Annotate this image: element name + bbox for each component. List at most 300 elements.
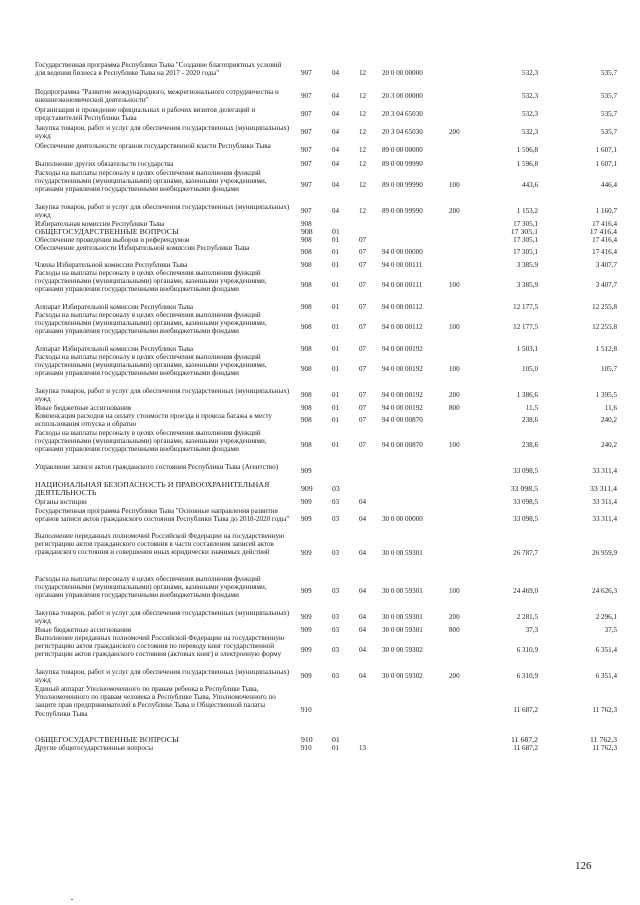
cell-s1: 1 153,2 <box>516 207 538 216</box>
cell-vr <box>449 106 467 123</box>
cell-cs: 94 0 00 00192 <box>382 344 423 353</box>
cell-cs <box>382 481 437 498</box>
cell-pr: 12 <box>359 207 367 216</box>
table-row <box>35 353 617 386</box>
cell-vr: 200 <box>449 613 460 622</box>
cell-cs: 94 0 00 00870 <box>382 441 423 450</box>
cell-rz: 03 <box>332 515 340 524</box>
cell-rz: 03 <box>332 587 340 596</box>
cell-s1: 532,3 <box>522 128 538 137</box>
cell-name: Компенсация расходов на оплату стоимости проезда и провоза багажа к месту использования отпуска и обратно <box>35 412 272 429</box>
table-row <box>35 744 617 752</box>
cell-name: ОБЩЕГОСУДАРСТВЕННЫЕ ВОПРОСЫ <box>35 227 180 236</box>
cell-cs: 94 0 00 00192 <box>382 403 423 412</box>
cell-name: Расходы на выплаты персоналу в целях обеспечения выполнения функций государственными (муниципальными) органами, казенными учреждениями, органами управления государственными внебюджетными фондами <box>35 429 267 454</box>
cell-name: Государственная программа Республики Тыва "Создание благоприятных условий для ведения бизнеса в Республике Тыва на 2017 - 2020 годы" <box>35 61 282 78</box>
cell-rz: 01 <box>332 235 340 244</box>
cell-s1: 3 385,9 <box>516 281 538 290</box>
cell-gr: 909 <box>301 548 312 557</box>
cell-name: Обеспечение деятельности Избирательной комиссии Республики Тыва <box>35 244 250 252</box>
cell-vr: 100 <box>449 181 460 190</box>
cell-s1: 17 305,1 <box>513 219 538 228</box>
cell-rz: 01 <box>332 403 340 412</box>
table-row <box>35 203 617 220</box>
cell-rz: 04 <box>332 68 340 77</box>
cell-gr: 909 <box>301 497 312 506</box>
cell-s1: 6 310,9 <box>516 672 538 681</box>
cell-s2: 535,7 <box>601 92 617 101</box>
cell-pr <box>359 736 373 744</box>
cell-rz: 03 <box>332 613 340 622</box>
cell-s2: 11 762,3 <box>590 734 617 744</box>
cell-vr <box>449 744 467 752</box>
cell-s2: 33 311,4 <box>590 484 617 494</box>
cell-rz: 01 <box>332 416 340 425</box>
cell-vr <box>449 142 467 159</box>
cell-gr: 908 <box>301 281 312 290</box>
cell-s2: 11 762,3 <box>592 743 617 752</box>
cell-pr: 04 <box>359 497 367 506</box>
table-row <box>35 685 617 735</box>
cell-name: Аппарат Избирательной комиссии Республики Тыва <box>35 345 193 353</box>
cell-gr: 908 <box>301 365 312 374</box>
cell-vr: 100 <box>449 365 460 374</box>
cell-gr: 909 <box>301 467 312 476</box>
table-row <box>35 507 617 532</box>
cell-s1: 26 787,7 <box>513 548 538 557</box>
cell-gr: 907 <box>301 160 312 169</box>
cell-name: Единый аппарат Уполномоченного по правам ребенка в Республике Тыва, Уполномоченного по правам человека в Республике Тыва, Уполномоченного по защите прав предпринимателей в Республике Тыва и Общественной палаты Республики Тыва <box>35 685 276 718</box>
cell-rz: 01 <box>332 260 340 269</box>
cell-s2: 2 296,1 <box>595 613 617 622</box>
cell-pr: 07 <box>359 302 367 311</box>
cell-s2: 1 607,1 <box>595 146 617 155</box>
cell-s1: 532,3 <box>522 68 538 77</box>
cell-vr: 100 <box>449 441 460 450</box>
cell-s2: 12 255,8 <box>592 302 617 311</box>
cell-vr <box>449 736 467 744</box>
cell-vr <box>449 220 467 228</box>
cell-pr: 07 <box>359 441 367 450</box>
cell-s2: 17 416,4 <box>589 226 617 236</box>
cell-cs: 20 3 04 65030 <box>382 128 423 137</box>
cell-s2: 24 626,3 <box>592 587 617 596</box>
cell-vr <box>449 481 467 498</box>
cell-name: Закупка товаров, работ и услуг для обеспечения государственных (муниципальных) нужд <box>35 387 290 404</box>
cell-pr: 07 <box>359 260 367 269</box>
cell-vr: 800 <box>449 625 460 634</box>
cell-vr <box>449 498 467 506</box>
cell-name: Расходы на выплаты персоналу в целях обеспечения выполнения функций государственными (муниципальными) органами, казенными учреждениями, органами управления государственными внебюджетными фондами <box>35 269 267 294</box>
cell-cs: 30 0 00 59301 <box>382 587 423 596</box>
table-row <box>35 169 617 202</box>
cell-s2: 12 255,8 <box>592 323 617 332</box>
cell-gr: 910 <box>301 705 312 714</box>
cell-s1: 37,3 <box>525 625 538 634</box>
cell-cs: 94 0 00 00000 <box>382 248 423 257</box>
cell-cs: 30 0 00 00000 <box>382 515 423 524</box>
cell-gr: 908 <box>301 416 312 425</box>
cell-vr <box>449 507 467 532</box>
cell-rz: 03 <box>332 625 340 634</box>
cell-cs: 94 0 00 00870 <box>382 416 423 425</box>
cell-rz: 03 <box>332 672 340 681</box>
cell-vr <box>449 634 467 667</box>
table-row <box>35 303 617 311</box>
cell-s2: 535,7 <box>601 68 617 77</box>
cell-pr: 12 <box>359 68 367 77</box>
cell-vr: 200 <box>449 391 460 400</box>
cell-cs: 89 0 00 99990 <box>382 181 423 190</box>
cell-name: Расходы на выплаты персоналу в целях обеспечения выполнения функций государственными (муниципальными) органами, казенными учреждениями, органами управления государственными внебюджетными фондами <box>35 575 267 600</box>
cell-vr <box>449 303 467 311</box>
cell-gr: 907 <box>301 128 312 137</box>
cell-s2: 17 416,4 <box>592 235 617 244</box>
cell-s2: 37,5 <box>604 625 617 634</box>
cell-name: Расходы на выплаты персоналу в целях обеспечения выполнения функций государственными (муниципальными) органами, казенными учреждениями, органами управления государственными внебюджетными фондами <box>35 169 267 194</box>
cell-cs: 30 0 00 59302 <box>382 646 423 655</box>
cell-s2: 6 351,4 <box>595 646 617 655</box>
cell-vr <box>449 236 467 244</box>
cell-name: Закупка товаров, работ и услуг для обеспечения государственных (муниципальных) нужд <box>35 124 290 141</box>
cell-name: Расходы на выплаты персоналу в целях обеспечения выполнения функций государственными (муниципальными) органами, казенными учреждениями, органами управления государственными внебюджетными фондами <box>35 353 267 378</box>
table-row <box>35 61 617 85</box>
cell-cs: 30 0 00 59301 <box>382 625 423 634</box>
table-row <box>35 498 617 506</box>
cell-gr: 908 <box>301 323 312 332</box>
cell-rz: 04 <box>332 128 340 137</box>
cell-s1: 33 098,5 <box>510 484 538 494</box>
cell-pr <box>359 481 373 498</box>
cell-pr: 04 <box>359 515 367 524</box>
cell-cs: 30 0 00 59301 <box>382 548 423 557</box>
cell-name: Другие общегосударственные вопросы <box>35 744 153 752</box>
cell-gr: 909 <box>301 625 312 634</box>
cell-gr: 909 <box>301 587 312 596</box>
cell-vr <box>449 261 467 269</box>
cell-vr: 100 <box>449 323 460 332</box>
cell-gr: 908 <box>301 441 312 450</box>
cell-rz: 01 <box>332 281 340 290</box>
cell-pr: 04 <box>359 613 367 622</box>
cell-vr: 200 <box>449 128 460 137</box>
cell-name: Органы юстиции <box>35 498 87 506</box>
cell-pr <box>359 685 373 735</box>
cell-cs: 20 3 04 65030 <box>382 110 423 119</box>
cell-gr: 908 <box>301 219 312 228</box>
cell-name: НАЦИОНАЛЬНАЯ БЕЗОПАСНОСТЬ И ПРАВООХРАНИТЕЛЬНАЯ ДЕЯТЕЛЬНОСТЬ <box>35 480 270 498</box>
cell-gr: 907 <box>301 146 312 155</box>
table-row <box>35 244 617 261</box>
cell-rz: 04 <box>332 207 340 216</box>
cell-pr: 04 <box>359 548 367 557</box>
cell-rz: 04 <box>332 146 340 155</box>
cell-cs: 30 0 00 59302 <box>382 672 423 681</box>
cell-gr: 908 <box>301 391 312 400</box>
cell-cs: 89 0 00 99990 <box>382 207 423 216</box>
cell-gr: 909 <box>301 672 312 681</box>
cell-s1: 238,6 <box>522 441 538 450</box>
cell-rz: 04 <box>332 181 340 190</box>
cell-s1: 11 687,2 <box>511 734 538 744</box>
cell-rz: 03 <box>332 484 340 494</box>
cell-s1: 1 596,8 <box>516 146 538 155</box>
table-row <box>35 160 617 169</box>
cell-s2: 1 607,1 <box>595 160 617 169</box>
cell-pr: 12 <box>359 92 367 101</box>
cell-cs <box>382 685 437 735</box>
cell-cs <box>382 236 437 244</box>
cell-name: Иные бюджетные ассигнования <box>35 404 132 412</box>
cell-gr: 909 <box>301 515 312 524</box>
cell-s2: 26 959,9 <box>592 548 617 557</box>
cell-pr: 12 <box>359 128 367 137</box>
cell-s2: 11 762,3 <box>592 705 617 714</box>
cell-cs: 30 0 00 59301 <box>382 613 423 622</box>
cell-name: Организация и проведение официальных и рабочих визитов делегаций и представителей Республики Тыва <box>35 106 256 123</box>
cell-s1: 6 310,9 <box>516 646 538 655</box>
table-row <box>35 404 617 412</box>
table-row <box>35 532 617 574</box>
scan-mark <box>71 899 73 900</box>
cell-s1: 17 305,1 <box>510 226 538 236</box>
cell-rz: 01 <box>332 226 340 236</box>
cell-s2: 1 160,7 <box>595 207 617 216</box>
cell-s2: 446,4 <box>601 181 617 190</box>
cell-s2: 3 407,7 <box>595 260 617 269</box>
cell-pr: 07 <box>359 344 367 353</box>
table-row <box>35 668 617 685</box>
cell-s2: 11,6 <box>604 403 617 412</box>
cell-pr: 12 <box>359 160 367 169</box>
table-row <box>35 261 617 269</box>
cell-s1: 443,6 <box>522 181 538 190</box>
cell-rz <box>332 685 346 735</box>
cell-vr: 100 <box>449 281 460 290</box>
cell-cs: 94 0 00 00112 <box>382 302 423 311</box>
table-row <box>35 228 617 236</box>
table-row <box>35 626 617 634</box>
cell-vr <box>449 228 467 236</box>
cell-name: Выполнение переданных полномочий Российской Федерации на государственную регистрацию актов гражданского состояния в части составления записей актов гражданского состояния и совершения иных юридически значимых действий <box>35 532 285 557</box>
table-row <box>35 142 617 159</box>
cell-vr <box>449 685 467 735</box>
table-row <box>35 269 617 302</box>
cell-s1: 1 386,6 <box>516 391 538 400</box>
cell-pr <box>359 228 373 236</box>
table-row <box>35 124 617 141</box>
table-row <box>35 236 617 244</box>
cell-gr: 909 <box>301 646 312 655</box>
cell-s1: 33 098,5 <box>513 497 538 506</box>
cell-s2: 3 407,7 <box>595 281 617 290</box>
cell-pr: 07 <box>359 323 367 332</box>
cell-cs: 94 0 00 00111 <box>382 260 423 269</box>
cell-s1: 532,3 <box>522 110 538 119</box>
cell-vr <box>449 88 467 105</box>
cell-s2: 33 311,4 <box>592 515 617 524</box>
cell-pr: 07 <box>359 235 367 244</box>
cell-s1: 2 281,5 <box>516 613 538 622</box>
cell-gr: 907 <box>301 92 312 101</box>
cell-pr: 04 <box>359 625 367 634</box>
cell-cs: 94 0 00 00111 <box>382 281 423 290</box>
cell-cs: 20 3 00 00000 <box>382 92 423 101</box>
cell-pr: 07 <box>359 416 367 425</box>
cell-s2: 240,2 <box>601 441 617 450</box>
cell-pr <box>359 220 373 228</box>
cell-gr: 909 <box>301 613 312 622</box>
cell-cs <box>382 228 437 236</box>
cell-name: Выполнение других обязательств государства <box>35 160 174 168</box>
cell-s2: 33 311,4 <box>592 497 617 506</box>
cell-cs: 89 0 00 00000 <box>382 146 423 155</box>
cell-s1: 24 469,0 <box>513 587 538 596</box>
cell-cs: 94 0 00 00192 <box>382 365 423 374</box>
cell-s2: 6 351,4 <box>595 672 617 681</box>
cell-s1: 11 687,2 <box>513 705 538 714</box>
cell-pr: 04 <box>359 587 367 596</box>
cell-gr: 908 <box>301 235 312 244</box>
cell-rz: 01 <box>332 344 340 353</box>
cell-cs: 94 0 00 00112 <box>382 323 423 332</box>
cell-gr: 908 <box>301 260 312 269</box>
cell-name: Обеспечение проведения выборов и референдумов <box>35 236 190 244</box>
cell-s1: 17 305,1 <box>513 235 538 244</box>
cell-rz: 03 <box>332 548 340 557</box>
cell-name: Иные бюджетные ассигнования <box>35 626 132 634</box>
cell-name: Члены Избирательной комиссии Республики Тыва <box>35 261 188 269</box>
cell-gr: 908 <box>301 226 313 236</box>
cell-s1: 1 503,1 <box>516 344 538 353</box>
cell-name: Закупка товаров, работ и услуг для обеспечения государственных (муниципальных) нужд <box>35 203 290 220</box>
cell-name: Расходы на выплаты персоналу в целях обеспечения выполнения функций государственными (муниципальными) органами, казенными учреждениями, органами управления государственными внебюджетными фондами <box>35 311 267 336</box>
cell-gr: 908 <box>301 344 312 353</box>
cell-s2: 535,7 <box>601 128 617 137</box>
cell-s1: 532,3 <box>522 92 538 101</box>
cell-s1: 33 098,5 <box>513 467 538 476</box>
cell-s2: 105,7 <box>601 365 617 374</box>
cell-pr: 12 <box>359 110 367 119</box>
table-row <box>35 387 617 404</box>
cell-s1: 11,5 <box>525 403 538 412</box>
cell-rz: 04 <box>332 110 340 119</box>
cell-rz: 04 <box>332 160 340 169</box>
cell-rz: 01 <box>332 743 340 752</box>
table-row <box>35 106 617 123</box>
cell-name: Аппарат Избирательной комиссии Республики Тыва <box>35 303 193 311</box>
cell-vr <box>449 61 467 85</box>
cell-s1: 11 687,2 <box>513 743 538 752</box>
cell-cs: 20 0 00 00000 <box>382 68 423 77</box>
cell-s2: 17 416,4 <box>592 248 617 257</box>
table-row <box>35 609 617 626</box>
cell-pr: 07 <box>359 403 367 412</box>
cell-pr: 12 <box>359 146 367 155</box>
cell-s1: 33 098,5 <box>513 515 538 524</box>
cell-cs <box>382 736 437 744</box>
cell-s1: 12 177,5 <box>513 323 538 332</box>
cell-s1: 238,6 <box>522 416 538 425</box>
table-row <box>35 345 617 353</box>
cell-vr <box>449 412 467 429</box>
cell-vr <box>449 345 467 353</box>
cell-pr: 13 <box>359 743 367 752</box>
cell-name: Управление записи актов гражданского состояния Республики Тыва (Агентство) <box>35 463 279 471</box>
cell-cs <box>382 463 437 480</box>
cell-cs <box>382 744 437 752</box>
cell-s2: 33 311,4 <box>592 467 617 476</box>
cell-pr <box>359 463 373 480</box>
cell-pr: 07 <box>359 391 367 400</box>
table-row <box>35 736 617 744</box>
cell-rz: 01 <box>332 248 340 257</box>
cell-gr: 910 <box>301 743 312 752</box>
cell-gr: 908 <box>301 403 312 412</box>
cell-rz: 01 <box>332 302 340 311</box>
cell-vr <box>449 160 467 169</box>
cell-cs <box>382 220 437 228</box>
cell-name: Закупка товаров, работ и услуг для обеспечения государственных (муниципальных) нужд <box>35 668 290 685</box>
table-row <box>35 311 617 344</box>
cell-cs <box>382 498 437 506</box>
page-number: 126 <box>575 860 592 872</box>
cell-name: Выполнение переданных полномочий Российской Федерации на государственную регистрацию актов гражданского состояния по переводу книг государственной регистрации актов гражданского состояния (актовых книг) в электронную форму <box>35 634 285 659</box>
cell-vr: 100 <box>449 587 460 596</box>
table-row <box>35 88 617 105</box>
cell-vr <box>449 244 467 261</box>
cell-gr: 909 <box>301 484 313 494</box>
cell-rz: 04 <box>332 92 340 101</box>
cell-name: Обеспечение деятельности органов государственной власти Республики Тыва <box>35 142 271 150</box>
cell-name: Избирательная комиссия Республики Тыва <box>35 220 165 228</box>
cell-pr: 07 <box>359 281 367 290</box>
cell-gr: 907 <box>301 68 312 77</box>
cell-vr <box>449 463 467 480</box>
cell-s1: 3 385,9 <box>516 260 538 269</box>
table-row <box>35 481 617 498</box>
cell-gr: 907 <box>301 181 312 190</box>
cell-rz <box>332 463 346 480</box>
cell-name: Подпрограмма "Развитие международного, межрегионального сотрудничества и внешнеэкономической деятельности" <box>35 88 279 105</box>
table-row <box>35 412 617 429</box>
cell-vr: 800 <box>449 403 460 412</box>
cell-gr: 907 <box>301 207 312 216</box>
cell-rz: 01 <box>332 365 340 374</box>
cell-pr: 04 <box>359 646 367 655</box>
cell-name: Закупка товаров, работ и услуг для обеспечения государственных (муниципальных) нужд <box>35 609 290 626</box>
cell-s1: 12 177,5 <box>513 302 538 311</box>
cell-vr: 200 <box>449 207 460 216</box>
table-row <box>35 429 617 462</box>
cell-s2: 1 512,8 <box>595 344 617 353</box>
cell-pr: 04 <box>359 672 367 681</box>
cell-pr: 12 <box>359 181 367 190</box>
cell-rz: 01 <box>332 734 340 744</box>
cell-gr: 907 <box>301 110 312 119</box>
cell-s1: 1 596,8 <box>516 160 538 169</box>
cell-s2: 240,2 <box>601 416 617 425</box>
cell-cs: 89 0 00 99990 <box>382 160 423 169</box>
cell-rz: 01 <box>332 441 340 450</box>
cell-rz: 03 <box>332 646 340 655</box>
cell-s2: 1 395,5 <box>595 391 617 400</box>
cell-gr: 910 <box>301 734 313 744</box>
cell-gr: 908 <box>301 302 312 311</box>
cell-s1: 105,0 <box>522 365 538 374</box>
cell-pr: 07 <box>359 248 367 257</box>
table-row <box>35 634 617 667</box>
